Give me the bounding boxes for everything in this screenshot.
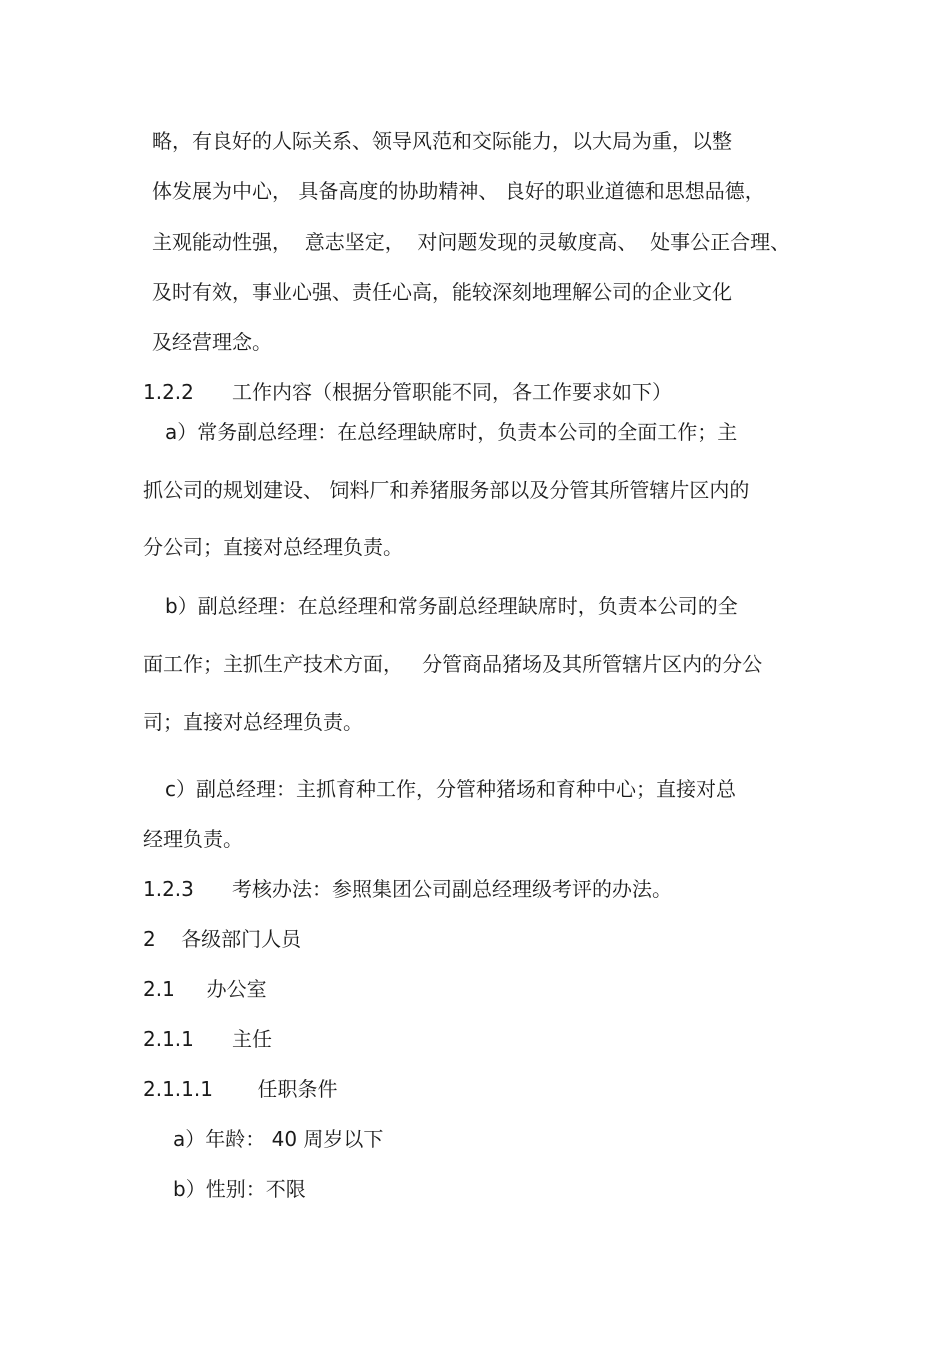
list-item-line: b）性别：不限 [173,1177,306,1201]
list-item-line: a）常务副总经理：在总经理缺席时，负责本公司的全面工作；主 [165,420,738,444]
section-heading: 1.2.3 考核办法：参照集团公司副总经理级考评的办法。 [143,877,673,901]
paragraph-line: 主观能动性强， 意志坚定， 对问题发现的灵敏度高、 处事公正合理、 [152,230,791,254]
section-heading: 1.2.2 工作内容（根据分管职能不同，各工作要求如下） [143,380,673,404]
paragraph-line: 略，有良好的人际关系、领导风范和交际能力，以大局为重，以整 [152,129,732,153]
section-heading: 2.1 办公室 [143,977,267,1001]
section-heading: 2.1.1.1 任职条件 [143,1077,338,1101]
list-item-line: b）副总经理：在总经理和常务副总经理缺席时，负责本公司的全 [165,594,738,618]
list-item-line: a）年龄： 40 周岁以下 [173,1127,384,1151]
section-heading: 2.1.1 主任 [143,1027,273,1051]
list-item-line: c）副总经理：主抓育种工作，分管种猪场和育种中心；直接对总 [165,777,736,801]
paragraph-line: 及时有效，事业心强、责任心高，能较深刻地理解公司的企业文化 [152,280,732,304]
paragraph-line: 司；直接对总经理负责。 [143,710,363,734]
paragraph-line: 体发展为中心， 具备高度的协助精神、 良好的职业道德和思想品德， [152,179,765,203]
paragraph-line: 抓公司的规划建设、 饲料厂和养猪服务部以及分管其所管辖片区内的 [143,478,750,502]
paragraph-line: 及经营理念。 [152,330,272,354]
section-heading: 2 各级部门人员 [143,927,302,951]
paragraph-line: 分公司；直接对总经理负责。 [143,535,403,559]
paragraph-line: 经理负责。 [143,827,243,851]
paragraph-line: 面工作；主抓生产技术方面， 分管商品猪场及其所管辖片区内的分公 [143,652,763,676]
